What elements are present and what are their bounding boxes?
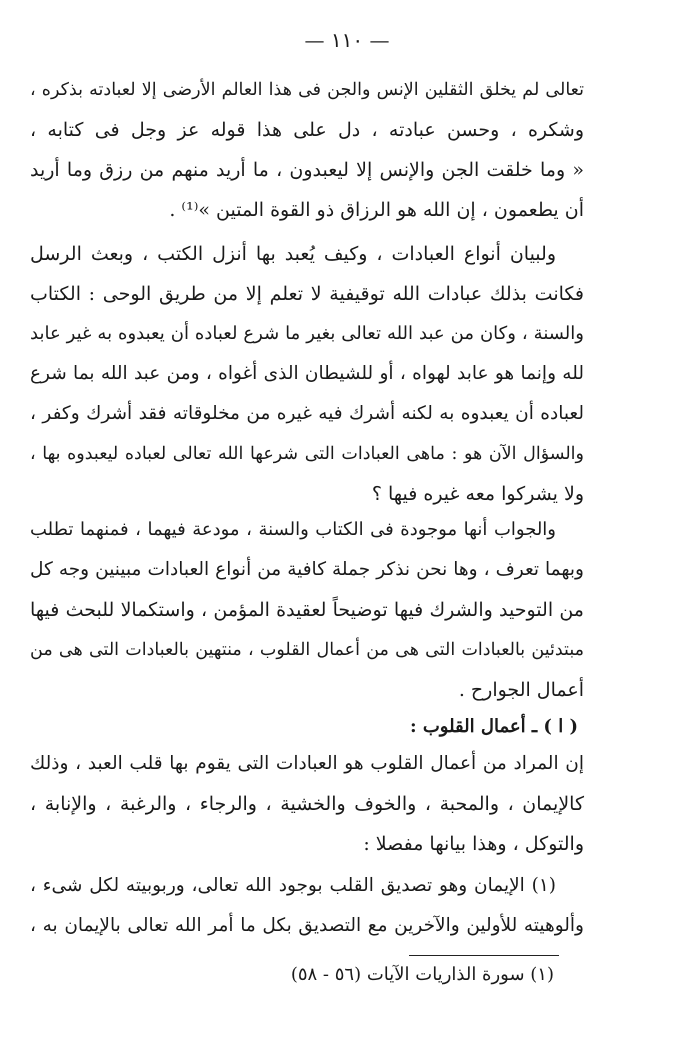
footnote: (١) سورة الذاريات الآيات (٥٦ - ٥٨): [290, 964, 554, 985]
text-line: ولا يشركوا معه غيره فيها ؟: [371, 483, 584, 505]
text-line: وبهما تعرف ، وها نحن نذكر جملة كافية من أنواع العبادات مبينين وجه كل: [30, 559, 584, 580]
paragraph-types-of-worship: [30, 234, 584, 514]
text-line: « وما خلقت الجن والإنس إلا ليعبدون ، ما أريد منهم من رزق وما أريد: [30, 159, 584, 181]
footnote-divider: [409, 955, 559, 956]
text-line: كالإيمان ، والمحبة ، والخوف والخشية ، والرجاء ، والرغبة ، والإنابة ،: [30, 793, 584, 815]
text-line: والسنة ، وكان من عبد الله تعالى بغير ما شرع لعباده أن يعبدوه به غير عابد: [30, 323, 584, 344]
text-line: والتوكل ، وهذا بيانها مفصلا :: [363, 833, 584, 855]
paragraph-faith: [30, 866, 584, 946]
text-line: ولبيان أنواع العبادات ، وكيف يُعبد بها أنزل الكتب ، وبعث الرسل: [30, 243, 556, 265]
text-line: لله وإنما هو عابد لهواه ، أو للشيطان الذى أغواه ، ومن عبد الله بما شرع: [30, 363, 584, 384]
text-line: (١) الإيمان وهو تصديق القلب بوجود الله تعالى، وربوبيته لكل شىء ،: [30, 875, 556, 896]
text-line: تعالى لم يخلق الثقلين الإنس والجن فى هذا العالم الأرضى إلا لعبادته بذكره ،: [30, 80, 584, 100]
text-line: أن يطعمون ، إن الله هو الرزاق ذو القوة المتين »⁽¹⁾ .: [169, 199, 584, 221]
text-line: وشكره ، وحسن عبادته ، دل على هذا قوله عز وجل فى كتابه ،: [30, 119, 584, 141]
text-line: مبتدئين بالعبادات التى هى من أعمال القلوب ، منتهين بالعبادات التى هى من: [30, 640, 584, 660]
section-heading: ( ا ) ـ أعمال القلوب :: [409, 716, 578, 737]
paragraph-purpose-of-creation: [30, 70, 584, 230]
text-line: إن المراد من أعمال القلوب هو العبادات التى يقوم بها قلب العبد ، وذلك: [30, 753, 584, 774]
text-line: فكانت بذلك عبادات الله توقيفية لا تعلم إلا من طريق الوحى : الكتاب: [30, 283, 584, 305]
text-line: من التوحيد والشرك فيها توضيحاً لعقيدة المؤمن ، واستكمالا للبحث فيها: [30, 599, 584, 621]
text-line: والسؤال الآن هو : ماهى العبادات التى شرعها الله تعالى لعباده ليعبدوه بها ،: [30, 444, 584, 464]
page-number: — ١١٠ —: [304, 28, 390, 52]
text-line: والجواب أنها موجودة فى الكتاب والسنة ، مودعة فيهما ، فمنهما تطلب: [30, 519, 556, 540]
section-heading-block: [30, 710, 584, 744]
text-line: وألوهيته للأولين والآخرين مع التصديق بكل ما أمر الله تعالى بالإيمان به ،: [30, 915, 584, 936]
text-line: لعباده أن يعبدوه به لكنه أشرك فيه غيره من مخلوقاته فقد أشرك وكفر ،: [30, 403, 584, 424]
paragraph-heart-deeds: [30, 744, 584, 864]
paragraph-answer: [30, 510, 584, 710]
text-line: أعمال الجوارح .: [458, 679, 584, 701]
